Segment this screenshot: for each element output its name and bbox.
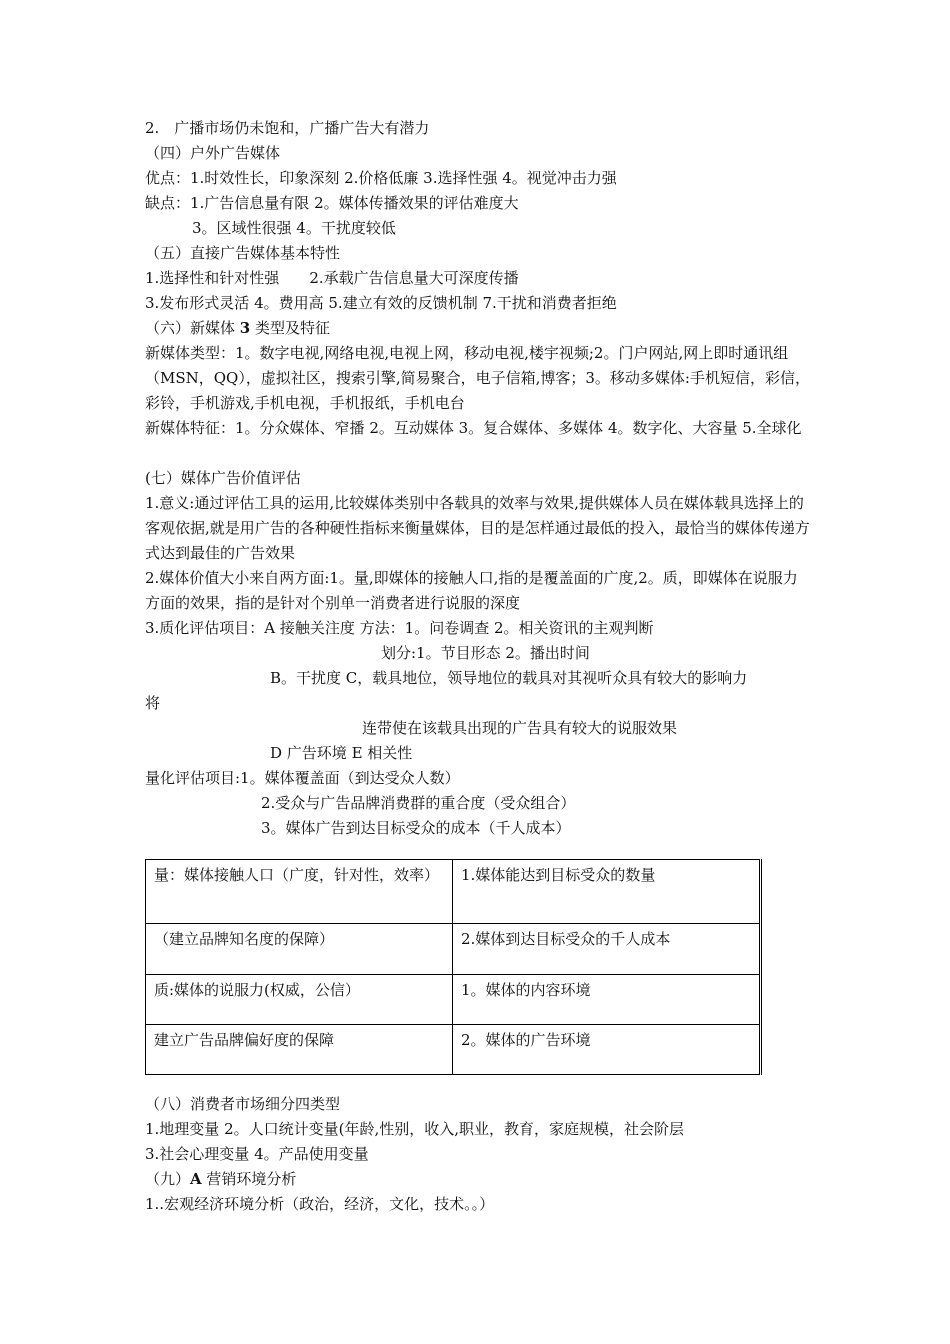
section-heading: （六）新媒体 3 类型及特征 [145, 319, 330, 337]
table-row [146, 860, 761, 924]
table-cell: （建立品牌知名度的保障） [146, 924, 453, 975]
text-line: 3.社会心理变量 4。产品使用变量 [145, 1145, 369, 1163]
table-row [146, 975, 761, 1025]
text-line: 3。区域性很强 4。干扰度较低 [192, 219, 396, 237]
table-cell: 建立广告品牌偏好度的保障 [146, 1025, 453, 1075]
text-line: 划分:1。节目形态 2。播出时间 [381, 644, 590, 662]
text-line: 1.选择性和针对性强 2.承载广告信息量大可深度传播 [145, 269, 519, 287]
table-cell: 2.媒体到达目标受众的千人成本 [453, 924, 761, 975]
table-cell: 1。媒体的内容环境 [453, 975, 761, 1025]
text-line: 2. 广播市场仍未饱和，广播广告大有潜力 [145, 119, 430, 137]
section-heading: （四）户外广告媒体 [145, 144, 281, 162]
table-cell: 质:媒体的说服力(权威，公信） [146, 975, 453, 1025]
section-heading: （八）消费者市场细分四类型 [145, 1095, 341, 1113]
text-line: 2.受众与广告品牌消费群的重合度（受众组合） [261, 794, 576, 812]
text-line: 1..宏观经济环境分析（政治，经济，文化，技术。。） [145, 1195, 495, 1213]
text-line: 将 [145, 694, 161, 712]
text-line: 1.地理变量 2。人口统计变量(年龄,性别，收入,职业，教育，家庭规模，社会阶层 [145, 1120, 685, 1138]
paragraph: 新媒体类型：1。数字电视,网络电视,电视上网，移动电视,楼宇视频;2。门户网站,网上即时通讯组（MSN，QQ），虚拟社区，搜索引擎,简易聚合，电子信箱,博客；3。移动多媒体:手机短信，彩信，彩铃，手机游戏,手机电视，手机报纸，手机电台 [145, 344, 810, 412]
evaluation-table [145, 859, 762, 1075]
table-cell: 1.媒体能达到目标受众的数量 [453, 860, 761, 924]
text-line: B。干扰度 C，载具地位，领导地位的载具对其视听众具有较大的影响力 [270, 669, 748, 687]
table-row [146, 1025, 761, 1075]
text-line: 缺点：1.广告信息量有限 2。媒体传播效果的评估难度大 [145, 194, 519, 212]
text-line: 3。媒体广告到达目标受众的成本（千人成本） [261, 819, 571, 837]
section-heading: （五）直接广告媒体基本特性 [145, 244, 341, 262]
table-cell: 2。媒体的广告环境 [453, 1025, 761, 1075]
text-line: 3.质化评估项目：A 接触关注度 方法：1。问卷调查 2。相关资讯的主观判断 [145, 619, 654, 637]
text-line: 量化评估项目:1。媒体覆盖面（到达受众人数） [145, 769, 460, 787]
text-line: D 广告环境 E 相关性 [270, 744, 413, 762]
table-row [146, 924, 761, 975]
section-heading: (七）媒体广告价值评估 [145, 469, 301, 487]
paragraph: 1.意义:通过评估工具的运用,比较媒体类别中各载具的效率与效果,提供媒体人员在媒体载具选择上的客观依据,就是用广告的各种硬性指标来衡量媒体，目的是怎样通过最低的投入，最恰当的媒体传递方式达到最佳的广告效果 [145, 494, 810, 562]
paragraph: 新媒体特征：1。分众媒体、窄播 2。互动媒体 3。复合媒体、多媒体 4。数字化、大容量 5.全球化 [145, 419, 802, 437]
text-line: 连带使在该载具出现的广告具有较大的说服效果 [362, 719, 678, 737]
paragraph: 2.媒体价值大小来自两方面:1。量,即媒体的接触人口,指的是覆盖面的广度,2。质，即媒体在说服力方面的效果，指的是针对个别单一消费者进行说服的深度 [145, 569, 798, 612]
text-line: 优点：1.时效性长，印象深刻 2.价格低廉 3.选择性强 4。视觉冲击力强 [145, 169, 617, 187]
section-heading: （九）A 营销环境分析 [145, 1170, 297, 1188]
text-line: 3.发布形式灵活 4。费用高 5.建立有效的反馈机制 7.干扰和消费者拒绝 [145, 294, 617, 312]
table-cell: 量：媒体接触人口（广度，针对性，效率） [146, 860, 453, 924]
